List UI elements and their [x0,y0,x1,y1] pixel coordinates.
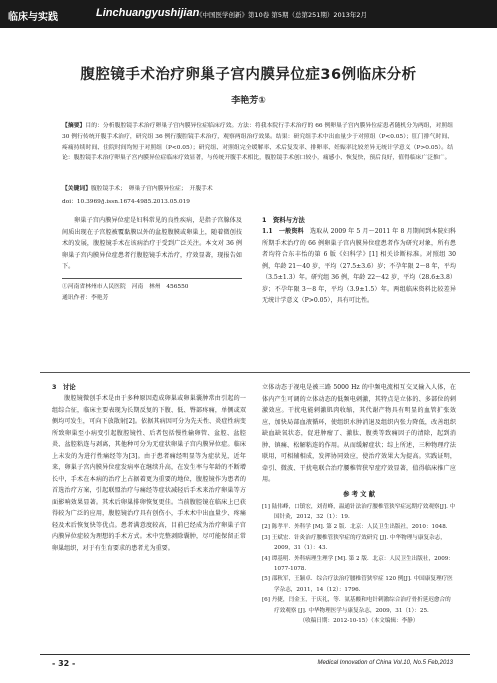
subsection-heading: 1.1 一般资料 [262,228,304,235]
footer-journal: Medical Innovation of China Vol.10, No.5 Feb,2013 [317,660,453,666]
page-number: - 32 - [52,659,76,668]
discussion-paragraph [52,393,246,554]
keywords [62,184,453,194]
reference-item: [3] 王斌宏．针灸治疗腰椎管狭窄症的疗效研究 [J]. 中华物理与康复杂志，2009，31（1）：43. [262,534,446,552]
keywords-label: 【关键词】 [62,186,91,192]
received-date: （收稿日期：2012-10-15）（本文编辑：李静） [299,617,419,624]
section-divider [40,372,470,373]
reference-item: [6] 丹捷，闫金玉，于庆礼，等．氨基酸和电针刺激综合治疗骨折延迟愈合的疗效观察 [J]. 中华物理医学与康复杂志，2009，31（1）：25. [262,597,451,614]
section-heading: 1 资料与方法 [262,216,305,224]
section-materials [262,215,456,307]
reference-item: [4] 谭基明．外科病理生理学 [M]. 第 2 版．北京：人民卫生出版社，2009：1077-1078. [262,555,454,572]
doi: doi：10.3969/j.issn.1674-4985.2013.05.019 [62,199,190,205]
journal-info: 《中国医学创新》第10卷 第5期（总第251期）2013年2月 [196,11,368,19]
section-text: 选取从 2009 年 5 月～2011 年 8 月期间到本院妇科所期手术治疗的 66 例卵巢子宫内膜异位症患者作为研究对象，所有患者均符合东丰怡的第 6 版《妇科学》[1] 相关诊断标准。对照组 30 例，年龄 21～40 岁，平均（27.5±3.6）岁；不孕年限 2～8 年，平均（3.5±1.3）年。研究组 36 例，年龄 22～42 岁，平均（28.6±3.8）岁；不孕年限 3～8 年，平均（3.9±1.5）年。两组临床资料比较差异无统计学意义（P>0.05），具有可比性。 [262,228,456,304]
page-header [0,0,497,28]
discussion-continued [262,382,456,486]
affiliation [62,282,242,304]
abstract [62,121,453,164]
reference-item: [5] 邵秋军，王颖卓．综合疗法治疗腰椎管狭窄症 120 例[J]. 中国康复理疗医学杂志，2011，14（12）：1796. [262,576,453,593]
discussion-left [52,382,246,650]
article-author: 李艳芳① [231,96,266,106]
column-pinyin: Linchuangyushijian [96,7,200,19]
reference-item: [2] 陈孝平．外科学 [M]. 第 2 版．北京：人民卫生出版社，2010：1048. [262,524,448,531]
column-name: 临床与实践 [8,12,58,23]
references-heading: 参 考 文 献 [343,490,375,498]
footer-divider [40,654,470,655]
discussion-text: 腹腔镜微创手术是由于多种原因造成卵巢或卵巢囊肿常由引起的一组综合征，临床主要表现为长期反复的下腹、低、臀部疼痛，单侧或双侧均可发生，可向下放散射[2]。依据其病因可分为先天性、炎症性病变所致卵巢至小病变引起腹腔镜性、后者包括慢性输卵管、盆腔、盆腔炎、盆腔粘连与剥离，其他种可分为无症状卵巢子宫内膜异位症。临床上未发的为进行性痛经等为[3]。由于患者痛经明显等为症状见，近年来，卵巢子宫内膜异位症发病率在继续升高，在发生率与年龄的不断增长中，手术在本病的治疗上占据着更为重要的地位，腹腔镜作为患者的首选治疗方案，引起联盟治疗与痛经等症状减轻后手术来治疗卵巢等方面影响效果显著。其术后卵巢排卵恢复更佳。当前腹腔镜在临床上已获得较为广泛的应用，腹腔镜治疗具有创伤小，手术术中出血量少、疼痛轻及术后恢复快等优点。患者满意度较高，目前已经成为治疗卵巢子宫内膜异位症较为理想的手术方式。术中完整剥除囊肿，尽可能保留正常卵巢组织，对于有生育要求的患者尤为重要。 [52,395,246,552]
discussion-heading: 3 讨论 [52,383,76,391]
keywords-text: 腹腔镜手术； 卵巢子宫内膜异位症； 开腹手术 [91,186,213,192]
intro-text: 卵巢子宫内膜异位症是妇科常见的良性疾病，是指子宫腺体及间质出现在子宫腔被覆黏膜以外的盆腔腹膜或卵巢上，随着微创技术的发展，腹腔镜手术在该病治疗于受到广泛关注。本文对 36 例卵巢子宫内膜异位症患者行腹腔镜手术治疗，疗效显著，现报告如下。 [62,217,242,270]
intro-paragraph [62,215,242,273]
article-title: 腹腔镜手术治疗卵巢子宫内膜异位症36例临床分析 [80,67,417,83]
section-paragraph [262,226,456,307]
affiliation-divider [62,278,242,279]
discussion-right [262,382,456,650]
abstract-text: 目的：分析腹腔镜手术治疗卵巢子宫内膜异位症临床疗效。方法：将我本院行手术治疗的 66 例卵巢子宫内膜异位症患者随机分为两组，对照组 30 例行传统开腹手术治疗，研究组 36 例行腹腔镜手术治疗，观察两组治疗效果。结果：研究组手术中出血量少于对照组（P<0.05）；肛门排气时间、疼痛持续时间、住院时间均短于对照组（P<0.05）；研究组、对照组完全缓解率、术后复发率、排卵率、妊娠率比较差异无统计学意义（P>0.05）。结论：腹腔镜手术治疗卵巢子宫内膜异位症临床疗效显著，与传统开腹手术相比，腹腔镜手术创口较小，痛感小、恢复快，预后良好，值得临床广泛推广。 [62,123,453,162]
corresponding-author: 通讯作者：李艳芳 [62,295,109,301]
discussion-right-text: 立体动态于视电是被三路 5000 Hz 的中频电流相互交叉输入人体，在体内产生可调的立体动态的低频电刺激，其特点是立体的、多部位的刺激效应。干扰电能刺激肌肉收缩，其代谢产物具有明显的血管扩张效应，加快局部血液循环，使组织水肿消退及组织内张力降低，改善组织缺血缺氧状态，促进肿瘤了、激肽、腹类等致痛因子的清除，起到消肿、镇痛、松解粘连的作用。从而缓解症状；综上所述，三种物理疗法联用，可相辅相成，发挥协同效应，使治疗效果大为提高。实践证明，牵引、微波、干扰电联合治疗腰椎管狭窄症疗效显著，值得临床推广应用。 [262,384,456,483]
abstract-label: 【摘要】 [62,123,86,129]
affiliation-line: ①河南省林州市人民医院 河南 林州 456550 [62,284,189,290]
reference-item: [1] 陆伟峰，口镇宏，刘青峰，温通针法治疗腰椎管狭窄症远期疗效观察[J]. 中国针灸，2012，32（1）：19. [262,503,456,520]
